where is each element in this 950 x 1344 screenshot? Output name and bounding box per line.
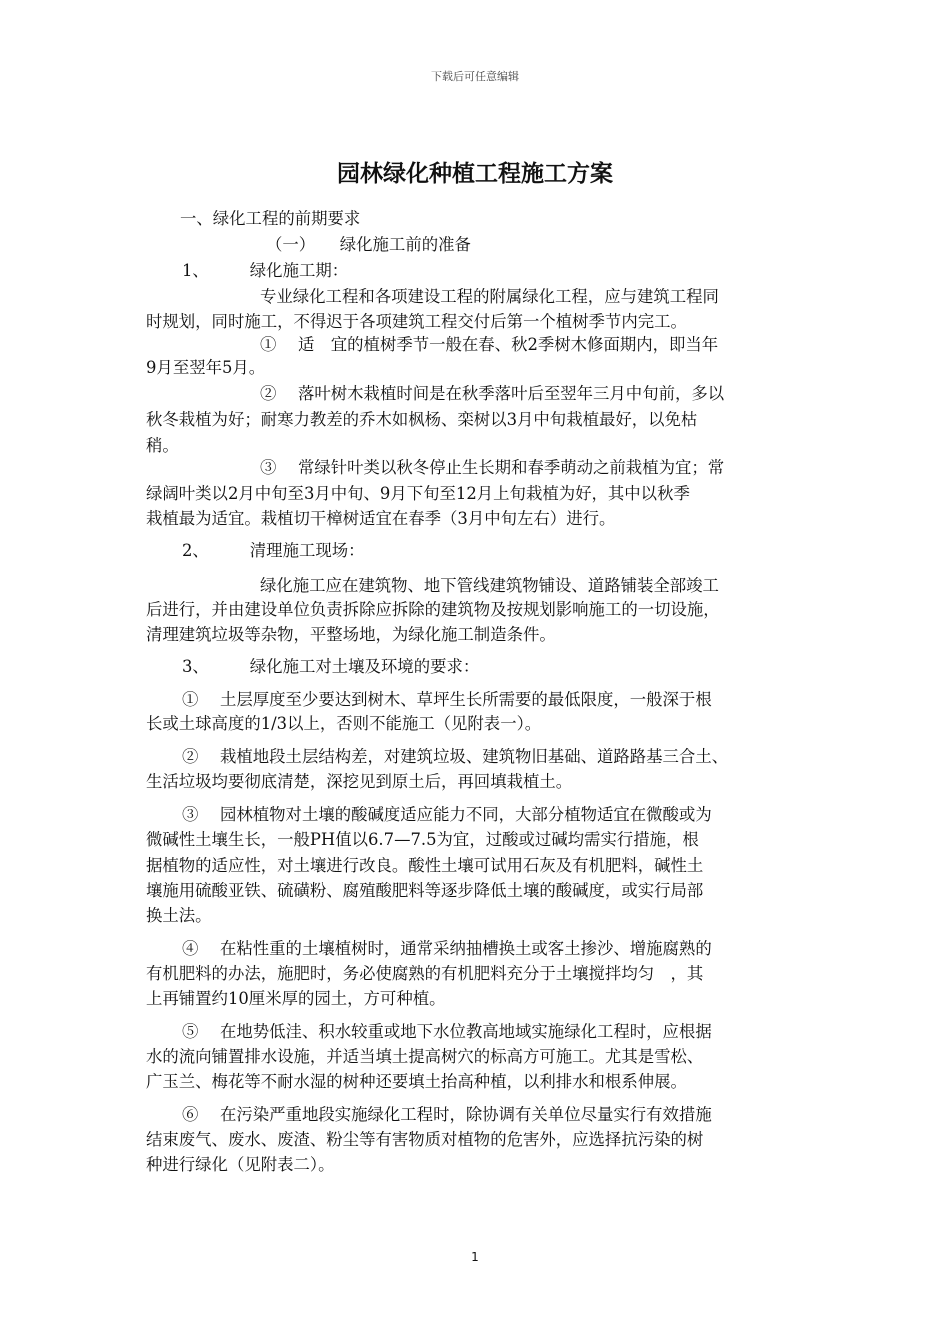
paragraph-line: ② 落叶树木栽植时间是在秋季落叶后至翌年三月中旬前，多以 — [260, 384, 725, 403]
paragraph-line: ③ 常绿针叶类以秋冬停止生长期和春季萌动之前栽植为宜；常 — [260, 458, 725, 477]
paragraph-line: 微碱性土壤生长，一般PH值以6.7—7.5为宜，过酸或过碱均需实行措施，根 — [146, 830, 699, 849]
paragraph-line: 上再铺置约10厘米厚的园土，方可种植。 — [146, 989, 446, 1008]
item-heading: 3、 绿化施工对土壤及环境的要求： — [182, 657, 480, 676]
paragraph-line: ⑥ 在污染严重地段实施绿化工程时，除协调有关单位尽量实行有效措施 — [182, 1105, 712, 1124]
paragraph-line: 水的流向铺置排水设施，并适当填土提高树穴的标高方可施工。尤其是雪松、 — [146, 1047, 704, 1066]
document-title: 园林绿化种植工程施工方案 — [337, 161, 613, 187]
paragraph-line: 稍。 — [146, 436, 179, 455]
paragraph-line: 时规划，同时施工，不得迟于各项建筑工程交付后第一个植树季节内完工。 — [146, 312, 687, 331]
paragraph-line: 有机肥料的办法，施肥时，务必使腐熟的有机肥料充分于土壤搅拌均匀 ，其 — [146, 964, 704, 983]
paragraph-line: 结束废气、废水、废渣、粉尘等有害物质对植物的危害外，应选择抗污染的树 — [146, 1130, 704, 1149]
section-heading: 一、绿化工程的前期要求 — [180, 209, 361, 228]
paragraph-line: ③ 园林植物对土壤的酸碱度适应能力不同，大部分植物适宜在微酸或为 — [182, 805, 712, 824]
paragraph-line: ⑤ 在地势低洼、积水较重或地下水位教高地域实施绿化工程时，应根据 — [182, 1022, 712, 1041]
paragraph-line: 生活垃圾均要彻底清楚，深挖见到原土后，再回填栽植土。 — [146, 772, 573, 791]
paragraph-line: 秋冬栽植为好；耐寒力教差的乔木如枫杨、栾树以3月中旬栽植最好，以免枯 — [146, 410, 698, 429]
paragraph-line: 栽植最为适宜。栽植切干樟树适宜在春季（3月中旬左右）进行。 — [146, 509, 616, 528]
paragraph-line: 后进行，并由建设单位负责拆除应拆除的建筑物及按规划影响施工的一切设施， — [146, 600, 720, 619]
paragraph-line: 9月至翌年5月。 — [146, 358, 266, 377]
paragraph-line: ④ 在粘性重的土壤植树时，通常采纳抽槽换土或客土掺沙、增施腐熟的 — [182, 939, 712, 958]
page-number: 1 — [471, 1250, 479, 1264]
paragraph-line: ② 栽植地段土层结构差，对建筑垃圾、建筑物旧基础、道路路基三合土、 — [182, 747, 729, 766]
paragraph-line: ① 适 宜的植树季节一般在春、秋2季树木修面期内，即当年 — [260, 335, 719, 354]
paragraph-line: 绿化施工应在建筑物、地下管线建筑物铺设、道路铺装全部竣工 — [260, 576, 719, 595]
page-header: 下载后可任意编辑 — [431, 70, 519, 83]
paragraph-line: 广玉兰、梅花等不耐水湿的树种还要填土抬高种植，以利排水和根系伸展。 — [146, 1072, 687, 1091]
paragraph-line: 壤施用硫酸亚铁、硫磺粉、腐殖酸肥料等逐步降低土壤的酸碱度，或实行局部 — [146, 881, 704, 900]
subsection-heading: （一） 绿化施工前的准备 — [266, 235, 471, 254]
item-heading: 1、 绿化施工期： — [182, 261, 349, 280]
paragraph-line: 专业绿化工程和各项建设工程的附属绿化工程，应与建筑工程同 — [260, 287, 719, 306]
paragraph-line: 种进行绿化（见附表二）。 — [146, 1155, 335, 1174]
paragraph-line: 绿阔叶类以2月中旬至3月中旬、9月下旬至12月上旬栽植为好，其中以秋季 — [146, 484, 690, 503]
paragraph-line: 清理建筑垃圾等杂物，平整场地，为绿化施工制造条件。 — [146, 625, 556, 644]
item-heading: 2、 清理施工现场： — [182, 541, 365, 560]
paragraph-line: 换土法。 — [146, 906, 212, 925]
paragraph-line: ① 土层厚度至少要达到树木、草坪生长所需要的最低限度，一般深于根 — [182, 690, 712, 709]
paragraph-line: 据植物的适应性，对土壤进行改良。酸性土壤可试用石灰及有机肥料，碱性土 — [146, 856, 704, 875]
paragraph-line: 长或土球高度的1/3以上，否则不能施工（见附表一）。 — [146, 714, 542, 733]
